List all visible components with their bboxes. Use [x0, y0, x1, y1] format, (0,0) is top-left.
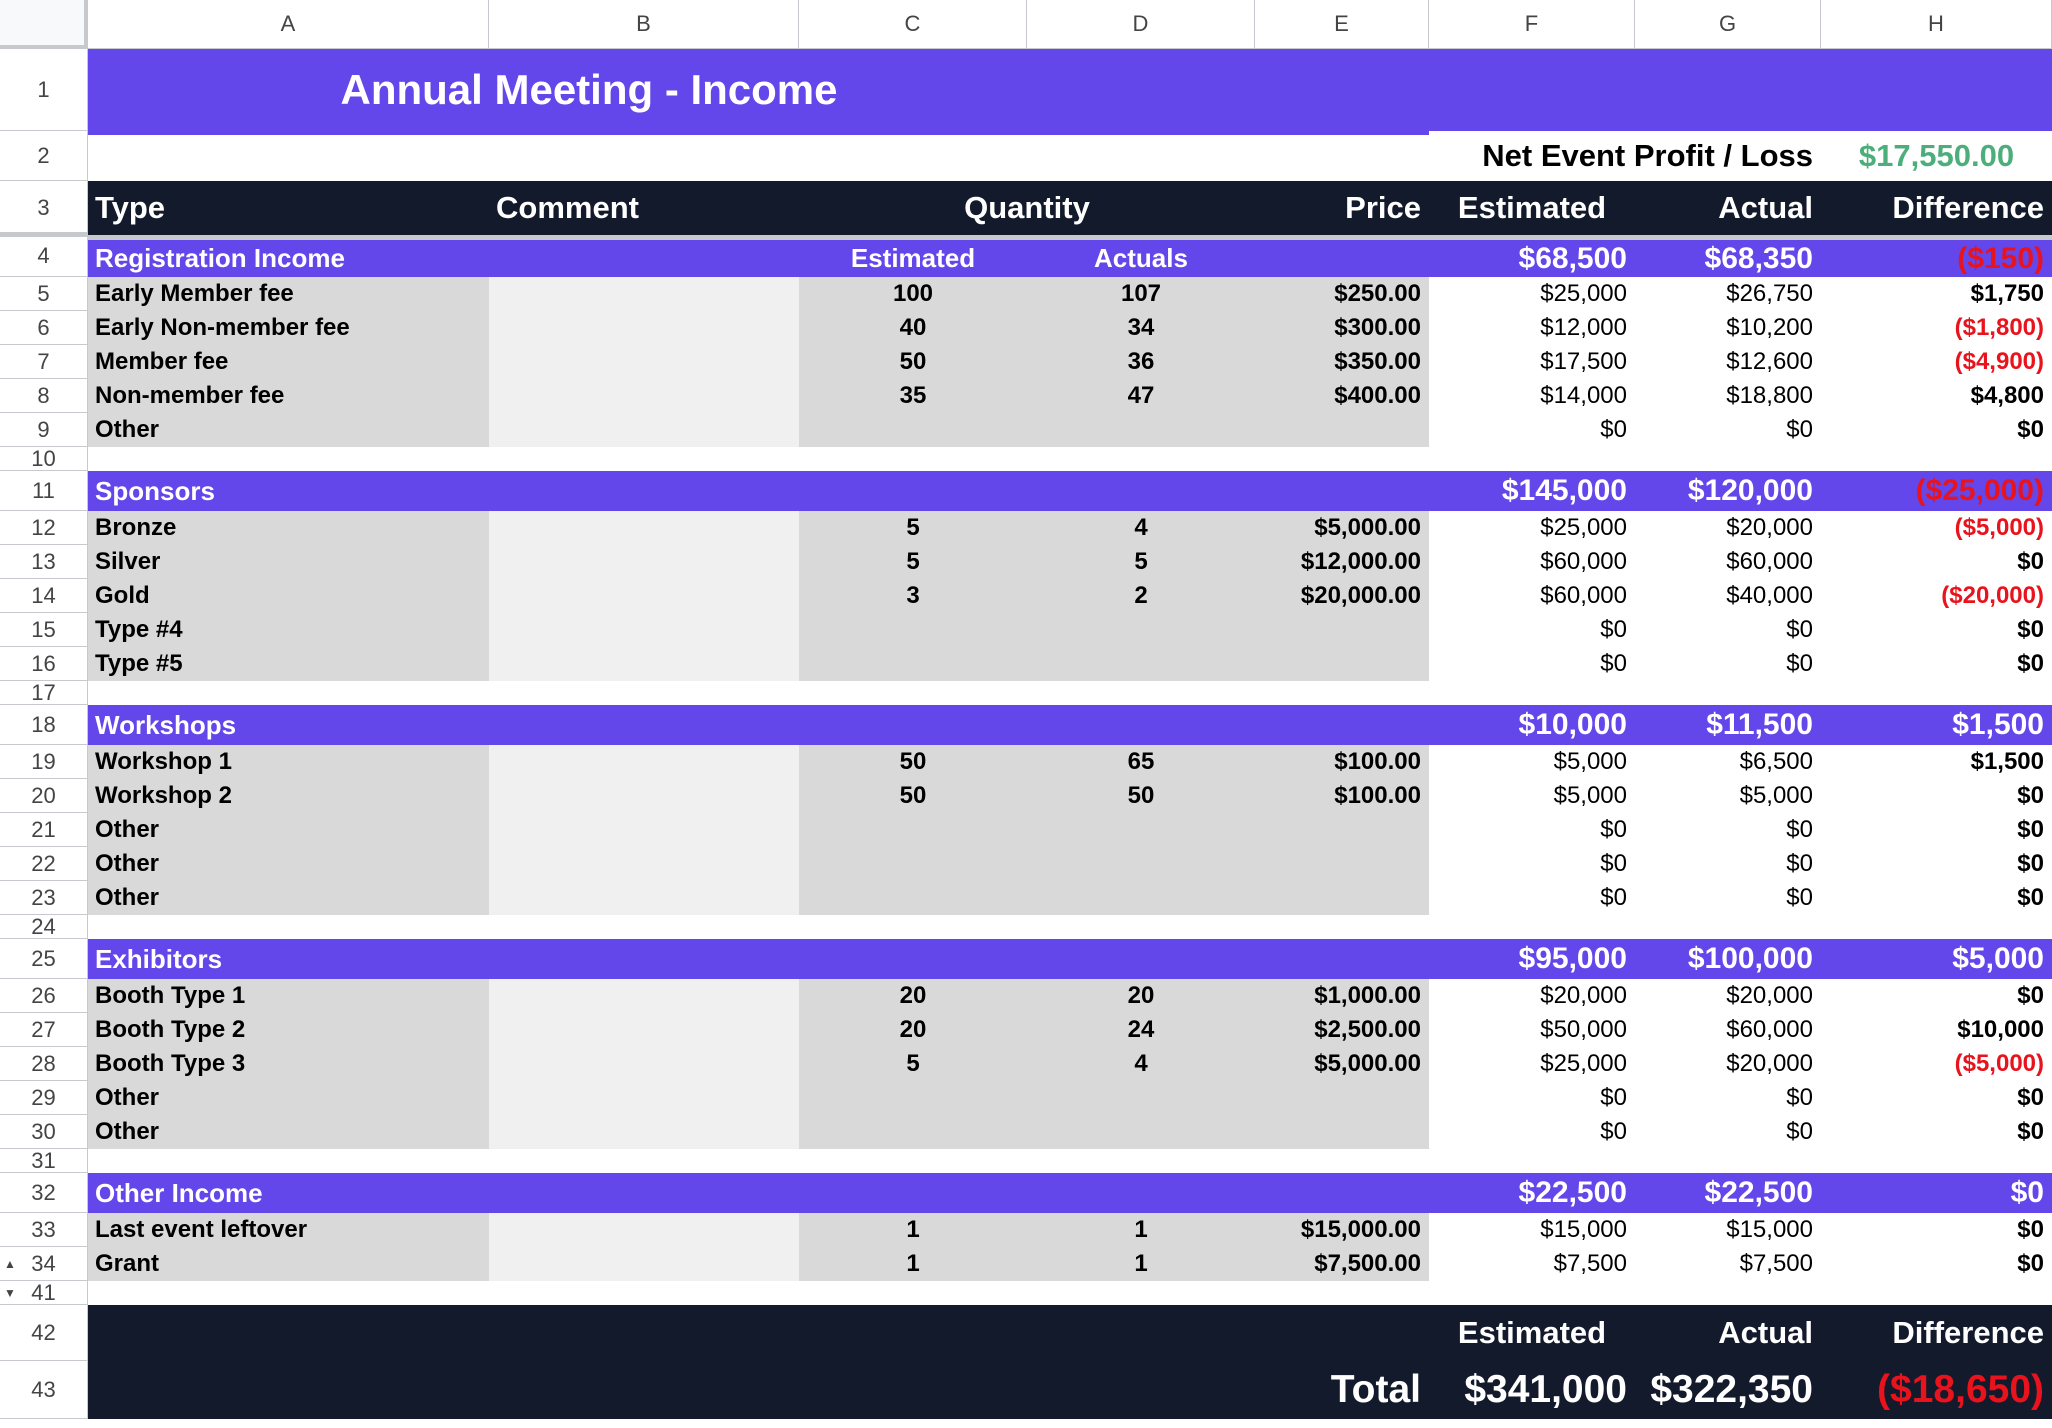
- row-header-3[interactable]: 3: [0, 181, 88, 235]
- item-qty-actual[interactable]: [1027, 1081, 1255, 1115]
- title-banner-underline: [88, 131, 1429, 135]
- section-difference-total[interactable]: $5,000: [1952, 942, 2044, 975]
- row-header-27[interactable]: 27: [0, 1013, 88, 1047]
- item-difference[interactable]: $4,800: [1970, 382, 2044, 409]
- item-price[interactable]: [1255, 847, 1429, 881]
- item-qty-estimated[interactable]: 5: [906, 548, 920, 575]
- item-estimated[interactable]: $0: [1600, 816, 1627, 843]
- row-header-34[interactable]: 34 ▲: [0, 1247, 88, 1281]
- row-header-19[interactable]: 19: [0, 745, 88, 779]
- totals-difference-label[interactable]: Difference: [1892, 1315, 2044, 1350]
- row-header-28[interactable]: 28: [0, 1047, 88, 1081]
- item-name[interactable]: Booth Type 2: [95, 1016, 246, 1043]
- section-actual-total[interactable]: $100,000: [1687, 942, 1813, 975]
- row-header-42[interactable]: 42: [0, 1305, 88, 1361]
- item-actual[interactable]: $60,000: [1726, 1016, 1813, 1043]
- column-header-b[interactable]: B: [489, 0, 799, 49]
- item-actual[interactable]: $0: [1786, 416, 1813, 443]
- item-actual[interactable]: $20,000: [1726, 982, 1813, 1009]
- item-estimated[interactable]: $0: [1600, 1084, 1627, 1111]
- collapse-up-icon[interactable]: ▲: [4, 1256, 16, 1271]
- item-qty-estimated[interactable]: 20: [899, 1016, 927, 1043]
- item-name[interactable]: Type #4: [95, 616, 183, 643]
- item-price[interactable]: [1255, 1081, 1429, 1115]
- item-name[interactable]: Workshop 1: [95, 748, 232, 775]
- comment-cell-bg: [489, 413, 799, 447]
- item-difference[interactable]: $0: [2017, 1118, 2044, 1145]
- row-header-20[interactable]: 20: [0, 779, 88, 813]
- comment-cell-bg: [489, 1013, 799, 1047]
- item-qty-actual[interactable]: 2: [1134, 582, 1148, 609]
- row-header-7[interactable]: 7: [0, 345, 88, 379]
- totals-actual-value[interactable]: $322,350: [1650, 1368, 1813, 1411]
- row-header-5[interactable]: 5: [0, 277, 88, 311]
- item-price[interactable]: [1255, 413, 1429, 447]
- totals-estimated-label[interactable]: Estimated: [1457, 1315, 1607, 1350]
- comment-cell-bg: [489, 1047, 799, 1081]
- item-qty-actual[interactable]: [1027, 881, 1255, 915]
- item-qty-estimated[interactable]: 1: [906, 1216, 920, 1243]
- comment-cell-bg: [489, 545, 799, 579]
- section-name[interactable]: Registration Income: [95, 243, 345, 273]
- item-actual[interactable]: $40,000: [1726, 582, 1813, 609]
- section-name[interactable]: Exhibitors: [95, 943, 223, 974]
- section-estimated-total[interactable]: $22,500: [1518, 1176, 1627, 1209]
- row-header-22[interactable]: 22: [0, 847, 88, 881]
- item-price[interactable]: $400.00: [1334, 382, 1421, 409]
- section-estimated-total[interactable]: $145,000: [1501, 474, 1627, 507]
- item-difference[interactable]: $0: [2017, 650, 2044, 677]
- item-actual[interactable]: $20,000: [1726, 514, 1813, 541]
- row-header-18[interactable]: 18: [0, 705, 88, 745]
- item-qty-estimated[interactable]: 50: [899, 782, 927, 809]
- section-qty-actual-label[interactable]: [1027, 471, 1255, 511]
- row-header-23[interactable]: 23: [0, 881, 88, 915]
- item-estimated[interactable]: $25,000: [1540, 1050, 1627, 1077]
- column-header-c[interactable]: C: [799, 0, 1027, 49]
- row-header-11[interactable]: 11: [0, 471, 88, 511]
- item-price[interactable]: $300.00: [1334, 314, 1421, 341]
- item-difference[interactable]: $0: [2017, 1250, 2044, 1277]
- row-header-16[interactable]: 16: [0, 647, 88, 681]
- item-price[interactable]: $1,000.00: [1314, 982, 1421, 1009]
- item-actual[interactable]: $0: [1786, 1118, 1813, 1145]
- header-type[interactable]: Type: [95, 190, 166, 225]
- totals-difference-value[interactable]: ($18,650): [1877, 1368, 2044, 1411]
- comment-cell-bg: [489, 579, 799, 613]
- header-price[interactable]: Price: [1345, 190, 1421, 225]
- column-header-h[interactable]: H: [1821, 0, 2052, 49]
- row-header-33[interactable]: 33: [0, 1213, 88, 1247]
- section-difference-total[interactable]: ($150): [1957, 241, 2044, 275]
- header-actual[interactable]: Actual: [1718, 190, 1813, 225]
- item-difference[interactable]: $10,000: [1957, 1016, 2044, 1043]
- item-qty-actual[interactable]: 1: [1134, 1250, 1148, 1277]
- item-qty-estimated[interactable]: 5: [906, 514, 920, 541]
- item-price[interactable]: [1255, 613, 1429, 647]
- row-header-41[interactable]: 41 ▼: [0, 1281, 88, 1305]
- item-qty-actual[interactable]: [1027, 647, 1255, 681]
- column-header-a[interactable]: A: [88, 0, 489, 49]
- column-header-g[interactable]: G: [1635, 0, 1821, 49]
- item-actual[interactable]: $7,500: [1739, 1250, 1813, 1277]
- item-qty-estimated[interactable]: 100: [892, 280, 934, 307]
- item-qty-estimated[interactable]: [799, 813, 1027, 847]
- item-difference[interactable]: $0: [2017, 1084, 2044, 1111]
- item-price[interactable]: $20,000.00: [1300, 582, 1421, 609]
- section-qty-estimated-label[interactable]: [799, 471, 1027, 511]
- item-qty-actual[interactable]: [1027, 847, 1255, 881]
- item-estimated[interactable]: $60,000: [1540, 582, 1627, 609]
- row-header-12[interactable]: 12: [0, 511, 88, 545]
- item-qty-estimated[interactable]: 35: [899, 382, 927, 409]
- row-header-14[interactable]: 14: [0, 579, 88, 613]
- section-name[interactable]: Workshops: [95, 709, 237, 740]
- item-price[interactable]: $100.00: [1334, 782, 1421, 809]
- totals-label[interactable]: Total: [1330, 1368, 1421, 1411]
- section-difference-total[interactable]: ($25,000): [1915, 474, 2044, 507]
- item-name[interactable]: Member fee: [95, 348, 229, 375]
- column-header-f[interactable]: F: [1429, 0, 1635, 49]
- row-header-13[interactable]: 13: [0, 545, 88, 579]
- item-qty-estimated[interactable]: [799, 647, 1027, 681]
- item-qty-actual[interactable]: 65: [1127, 748, 1155, 775]
- item-qty-estimated[interactable]: [799, 847, 1027, 881]
- item-estimated[interactable]: $0: [1600, 650, 1627, 677]
- item-difference[interactable]: $0: [2017, 782, 2044, 809]
- item-estimated[interactable]: $12,000: [1540, 314, 1627, 341]
- item-actual[interactable]: $0: [1786, 616, 1813, 643]
- comment-cell-bg: [489, 511, 799, 545]
- item-name[interactable]: Other: [95, 884, 160, 911]
- item-price[interactable]: [1255, 1115, 1429, 1149]
- item-estimated[interactable]: $0: [1600, 416, 1627, 443]
- comment-cell-bg: [489, 1213, 799, 1247]
- comment-cell-bg: [489, 1247, 799, 1281]
- comment-cell-bg: [489, 813, 799, 847]
- item-actual[interactable]: $26,750: [1726, 280, 1813, 307]
- row-header-29[interactable]: 29: [0, 1081, 88, 1115]
- item-price[interactable]: [1255, 813, 1429, 847]
- row-header-10[interactable]: 10: [0, 447, 88, 471]
- section-qty-estimated-label[interactable]: Estimated: [850, 243, 976, 273]
- item-estimated[interactable]: $50,000: [1540, 1016, 1627, 1043]
- item-difference[interactable]: $0: [2017, 850, 2044, 877]
- item-difference[interactable]: $1,750: [1970, 280, 2044, 307]
- item-actual[interactable]: $0: [1786, 884, 1813, 911]
- comment-cell-bg: [489, 379, 799, 413]
- item-qty-actual[interactable]: 107: [1120, 280, 1162, 307]
- item-estimated[interactable]: $15,000: [1540, 1216, 1627, 1243]
- item-estimated[interactable]: $25,000: [1540, 280, 1627, 307]
- section-qty-estimated-label[interactable]: [799, 1173, 1027, 1213]
- item-price[interactable]: $5,000.00: [1314, 514, 1421, 541]
- item-qty-actual[interactable]: 5: [1134, 548, 1148, 575]
- row-header-25[interactable]: 25: [0, 939, 88, 979]
- item-name[interactable]: Type #5: [95, 650, 183, 677]
- row-header-21[interactable]: 21: [0, 813, 88, 847]
- item-qty-estimated[interactable]: 20: [899, 982, 927, 1009]
- section-estimated-total[interactable]: $95,000: [1518, 942, 1627, 975]
- item-estimated[interactable]: $0: [1600, 616, 1627, 643]
- item-price[interactable]: [1255, 881, 1429, 915]
- comment-cell-bg: [489, 613, 799, 647]
- item-difference[interactable]: ($1,800): [1954, 314, 2044, 341]
- item-name[interactable]: Other: [95, 416, 160, 443]
- item-qty-actual[interactable]: [1027, 413, 1255, 447]
- item-difference[interactable]: $0: [2017, 416, 2044, 443]
- item-estimated[interactable]: $17,500: [1540, 348, 1627, 375]
- item-actual[interactable]: $0: [1786, 850, 1813, 877]
- row-header-2[interactable]: 2: [0, 131, 88, 181]
- comment-cell-bg: [489, 779, 799, 813]
- item-qty-actual[interactable]: [1027, 813, 1255, 847]
- item-difference[interactable]: $0: [2017, 616, 2044, 643]
- section-actual-total[interactable]: $120,000: [1687, 474, 1813, 507]
- comment-cell-bg: [489, 277, 799, 311]
- item-name[interactable]: Booth Type 3: [95, 1050, 246, 1077]
- item-qty-actual[interactable]: 1: [1134, 1216, 1148, 1243]
- item-actual[interactable]: $10,200: [1726, 314, 1813, 341]
- item-qty-estimated[interactable]: 5: [906, 1050, 920, 1077]
- item-price[interactable]: $7,500.00: [1314, 1250, 1421, 1277]
- item-estimated[interactable]: $0: [1600, 884, 1627, 911]
- item-difference[interactable]: $0: [2017, 548, 2044, 575]
- item-difference[interactable]: $0: [2017, 884, 2044, 911]
- section-qty-actual-label[interactable]: [1027, 939, 1255, 979]
- row-header-26[interactable]: 26: [0, 979, 88, 1013]
- item-name[interactable]: Workshop 2: [95, 782, 232, 809]
- row-header-9[interactable]: 9: [0, 413, 88, 447]
- item-actual[interactable]: $0: [1786, 1084, 1813, 1111]
- item-price[interactable]: $100.00: [1334, 748, 1421, 775]
- item-price[interactable]: $15,000.00: [1300, 1216, 1421, 1243]
- row-header-31[interactable]: 31: [0, 1149, 88, 1173]
- item-actual[interactable]: $15,000: [1726, 1216, 1813, 1243]
- column-header-e[interactable]: E: [1255, 0, 1429, 49]
- comment-cell-bg: [489, 745, 799, 779]
- expand-down-icon[interactable]: ▼: [4, 1285, 16, 1300]
- totals-actual-label[interactable]: Actual: [1718, 1315, 1813, 1350]
- comment-cell-bg: [489, 979, 799, 1013]
- header-difference[interactable]: Difference: [1892, 190, 2044, 225]
- section-difference-total[interactable]: $1,500: [1952, 708, 2044, 741]
- item-difference[interactable]: $0: [2017, 982, 2044, 1009]
- item-qty-actual[interactable]: 20: [1127, 982, 1155, 1009]
- item-actual[interactable]: $18,800: [1726, 382, 1813, 409]
- page-title[interactable]: Annual Meeting - Income: [340, 66, 838, 113]
- row-header-43[interactable]: 43: [0, 1361, 88, 1419]
- item-difference[interactable]: ($20,000): [1941, 582, 2044, 609]
- item-name[interactable]: Other: [95, 1084, 160, 1111]
- item-qty-estimated[interactable]: [799, 1081, 1027, 1115]
- section-qty-actual-label[interactable]: [1027, 705, 1255, 745]
- item-estimated[interactable]: $0: [1600, 850, 1627, 877]
- item-difference[interactable]: $0: [2017, 816, 2044, 843]
- item-estimated[interactable]: $25,000: [1540, 514, 1627, 541]
- section-actual-total[interactable]: $22,500: [1704, 1176, 1813, 1209]
- item-qty-actual[interactable]: 50: [1127, 782, 1155, 809]
- item-name[interactable]: Non-member fee: [95, 382, 285, 409]
- item-name[interactable]: Bronze: [95, 514, 177, 541]
- item-qty-estimated[interactable]: [799, 881, 1027, 915]
- net-profit-label[interactable]: Net Event Profit / Loss: [1482, 138, 1813, 173]
- section-qty-actual-label[interactable]: [1027, 1173, 1255, 1213]
- item-qty-actual[interactable]: 24: [1127, 1016, 1155, 1043]
- header-estimated[interactable]: Estimated: [1457, 190, 1607, 225]
- comment-cell-bg: [489, 881, 799, 915]
- item-name[interactable]: Other: [95, 850, 160, 877]
- item-price[interactable]: $350.00: [1334, 348, 1421, 375]
- item-name[interactable]: Silver: [95, 548, 161, 575]
- item-price[interactable]: [1255, 647, 1429, 681]
- item-price[interactable]: $5,000.00: [1314, 1050, 1421, 1077]
- item-actual[interactable]: $60,000: [1726, 548, 1813, 575]
- item-qty-actual[interactable]: 4: [1134, 1050, 1148, 1077]
- item-difference[interactable]: $1,500: [1970, 748, 2044, 775]
- item-qty-estimated[interactable]: 3: [906, 582, 920, 609]
- section-name[interactable]: Other Income: [95, 1177, 263, 1208]
- item-estimated[interactable]: $5,000: [1553, 782, 1627, 809]
- item-qty-actual[interactable]: 34: [1127, 314, 1155, 341]
- item-qty-estimated[interactable]: [799, 413, 1027, 447]
- item-actual[interactable]: $12,600: [1726, 348, 1813, 375]
- section-estimated-total[interactable]: $10,000: [1518, 708, 1627, 741]
- item-estimated[interactable]: $7,500: [1553, 1250, 1627, 1277]
- item-name[interactable]: Other: [95, 1118, 160, 1145]
- comment-cell-bg: [489, 1081, 799, 1115]
- item-actual[interactable]: $6,500: [1739, 748, 1813, 775]
- item-actual[interactable]: $0: [1786, 816, 1813, 843]
- section-estimated-total[interactable]: $68,500: [1518, 241, 1627, 275]
- net-profit-value[interactable]: $17,550.00: [1858, 138, 2015, 173]
- comment-cell-bg: [489, 1115, 799, 1149]
- row-header-8[interactable]: 8: [0, 379, 88, 413]
- row-header-4[interactable]: 4: [0, 235, 88, 277]
- section-name[interactable]: Sponsors: [95, 475, 215, 506]
- section-difference-total[interactable]: $0: [2010, 1176, 2044, 1209]
- row-header-6[interactable]: 6: [0, 311, 88, 345]
- row-header-1[interactable]: 1: [0, 49, 88, 131]
- row-header-30[interactable]: 30: [0, 1115, 88, 1149]
- column-header-d[interactable]: D: [1027, 0, 1255, 49]
- item-qty-actual[interactable]: [1027, 613, 1255, 647]
- item-name[interactable]: Other: [95, 816, 160, 843]
- item-qty-actual[interactable]: 36: [1127, 348, 1155, 375]
- row-header-32[interactable]: 32: [0, 1173, 88, 1213]
- comment-cell-bg: [489, 847, 799, 881]
- item-actual[interactable]: $20,000: [1726, 1050, 1813, 1077]
- item-name[interactable]: Early Member fee: [95, 280, 294, 307]
- item-estimated[interactable]: $60,000: [1540, 548, 1627, 575]
- section-actual-total[interactable]: $11,500: [1706, 708, 1813, 741]
- item-price[interactable]: $2,500.00: [1314, 1016, 1421, 1043]
- section-qty-estimated-label[interactable]: [799, 939, 1027, 979]
- item-name[interactable]: Grant: [95, 1250, 160, 1277]
- item-difference[interactable]: ($5,000): [1954, 514, 2044, 541]
- item-estimated[interactable]: $20,000: [1540, 982, 1627, 1009]
- item-price[interactable]: $12,000.00: [1300, 548, 1421, 575]
- item-qty-estimated[interactable]: 50: [899, 348, 927, 375]
- item-name[interactable]: Last event leftover: [95, 1216, 308, 1243]
- item-qty-estimated[interactable]: 1: [906, 1250, 920, 1277]
- item-name[interactable]: Gold: [95, 582, 150, 609]
- item-estimated[interactable]: $5,000: [1553, 748, 1627, 775]
- item-qty-estimated[interactable]: [799, 1115, 1027, 1149]
- item-actual[interactable]: $5,000: [1739, 782, 1813, 809]
- item-qty-actual[interactable]: [1027, 1115, 1255, 1149]
- item-qty-estimated[interactable]: [799, 613, 1027, 647]
- row-header-17[interactable]: 17: [0, 681, 88, 705]
- section-actual-total[interactable]: $68,350: [1704, 241, 1813, 275]
- row-header-24[interactable]: 24: [0, 915, 88, 939]
- header-quantity[interactable]: Quantity: [964, 190, 1090, 225]
- item-price[interactable]: $250.00: [1334, 280, 1421, 307]
- item-qty-actual[interactable]: 4: [1134, 514, 1148, 541]
- item-difference[interactable]: ($5,000): [1954, 1050, 2044, 1077]
- item-qty-estimated[interactable]: 40: [899, 314, 927, 341]
- totals-estimated-value[interactable]: $341,000: [1464, 1368, 1627, 1411]
- comment-cell-bg: [489, 345, 799, 379]
- item-qty-actual[interactable]: 47: [1127, 382, 1155, 409]
- header-comment[interactable]: Comment: [496, 190, 639, 225]
- frozen-row-divider: [0, 232, 88, 237]
- item-qty-estimated[interactable]: 50: [899, 748, 927, 775]
- section-qty-estimated-label[interactable]: [799, 705, 1027, 745]
- item-name[interactable]: Booth Type 1: [95, 982, 246, 1009]
- item-difference[interactable]: $0: [2017, 1216, 2044, 1243]
- comment-cell-bg: [489, 311, 799, 345]
- item-difference[interactable]: ($4,900): [1954, 348, 2044, 375]
- select-all-corner[interactable]: [0, 0, 88, 49]
- item-estimated[interactable]: $0: [1600, 1118, 1627, 1145]
- item-estimated[interactable]: $14,000: [1540, 382, 1627, 409]
- comment-cell-bg: [489, 647, 799, 681]
- row-header-15[interactable]: 15: [0, 613, 88, 647]
- section-qty-actual-label[interactable]: Actuals: [1094, 243, 1188, 273]
- item-actual[interactable]: $0: [1786, 650, 1813, 677]
- item-name[interactable]: Early Non-member fee: [95, 314, 350, 341]
